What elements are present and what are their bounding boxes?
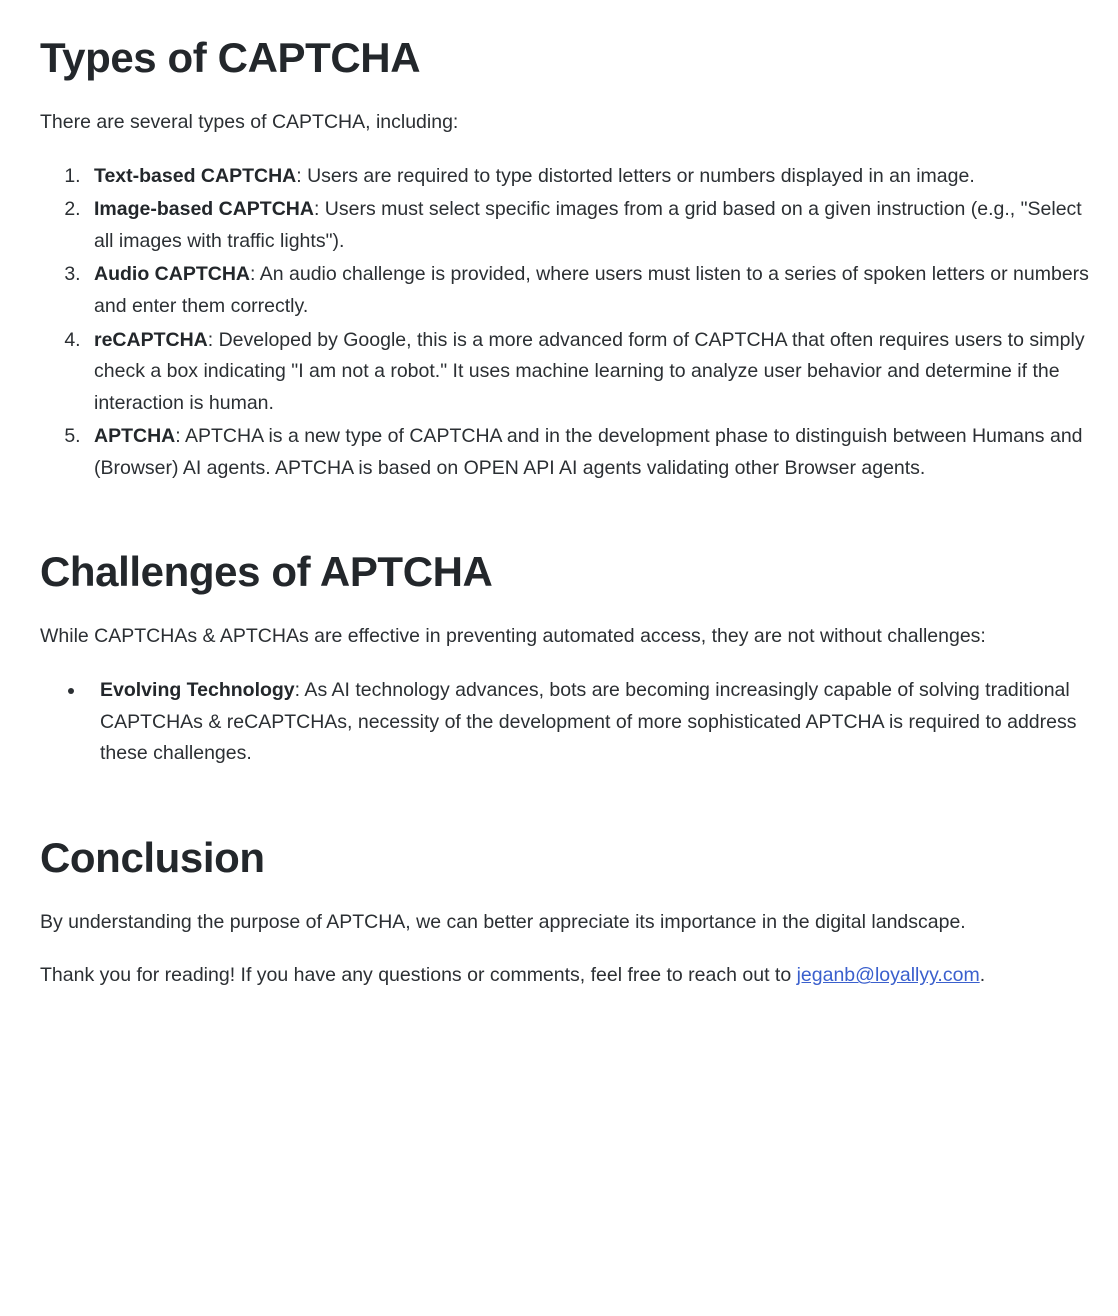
captcha-types-list — [40, 161, 1094, 485]
list-item-text: : Users must select specific images from a grid based on a given instruction (e.g., "Select all images with traffic lights"). — [94, 198, 1082, 252]
challenges-intro-paragraph: While CAPTCHAs & APTCHAs are effective in preventing automated access, they are not without challenges: — [40, 625, 986, 648]
challenges-heading: Challenges of APTCHA — [40, 548, 493, 596]
contact-email-link[interactable]: jeganb@loyallyy.com — [796, 964, 980, 987]
list-item-term: Text-based CAPTCHA — [94, 164, 297, 187]
list-item — [86, 194, 1094, 257]
page-title: Types of CAPTCHA — [40, 34, 421, 81]
list-item-term: APTCHA — [94, 425, 176, 448]
challenges-list — [40, 675, 1094, 770]
list-item — [86, 421, 1094, 484]
list-item-text: : As AI technology advances, bots are becoming increasingly capable of solving traditional CAPTCHAs & reCAPTCHAs, necessity of the development of more sophisticated APTCHA is required to address these challenges. — [100, 679, 1077, 765]
list-item — [86, 161, 1094, 193]
types-intro-paragraph: There are several types of CAPTCHA, including: — [40, 111, 459, 134]
contact-paragraph — [40, 960, 1094, 992]
list-item-term: reCAPTCHA — [94, 328, 208, 351]
list-item-text: : An audio challenge is provided, where users must listen to a series of spoken letters or numbers and enter them correctly. — [94, 263, 1089, 317]
list-item-term: Evolving Technology — [100, 679, 295, 701]
list-item — [86, 325, 1094, 420]
contact-suffix: . — [979, 964, 986, 987]
list-item — [86, 675, 1094, 770]
bottom-spacer — [40, 1014, 1094, 1032]
conclusion-heading: Conclusion — [40, 833, 265, 881]
list-item — [86, 259, 1094, 322]
list-item-text: : Developed by Google, this is a more advanced form of CAPTCHA that often requires users to simply check a box indicating "I am not a robot." It uses machine learning to analyze user behavior and determine if the interaction is human. — [94, 328, 1085, 414]
contact-text: Thank you for reading! If you have any questions or comments, feel free to reach out to — [40, 964, 797, 987]
conclusion-paragraph: By understanding the purpose of APTCHA, we can better appreciate its importance in the digital landscape. — [40, 910, 966, 933]
list-item-term: Image-based CAPTCHA — [94, 198, 314, 221]
list-item-term: Audio CAPTCHA — [94, 263, 250, 286]
list-item-text: : APTCHA is a new type of CAPTCHA and in the development phase to distinguish between Humans and (Browser) AI agents. APTCHA is based on OPEN API AI agents validating other Browser agents. — [94, 425, 1083, 479]
list-item-text: : Users are required to type distorted letters or numbers displayed in an image. — [296, 164, 975, 187]
